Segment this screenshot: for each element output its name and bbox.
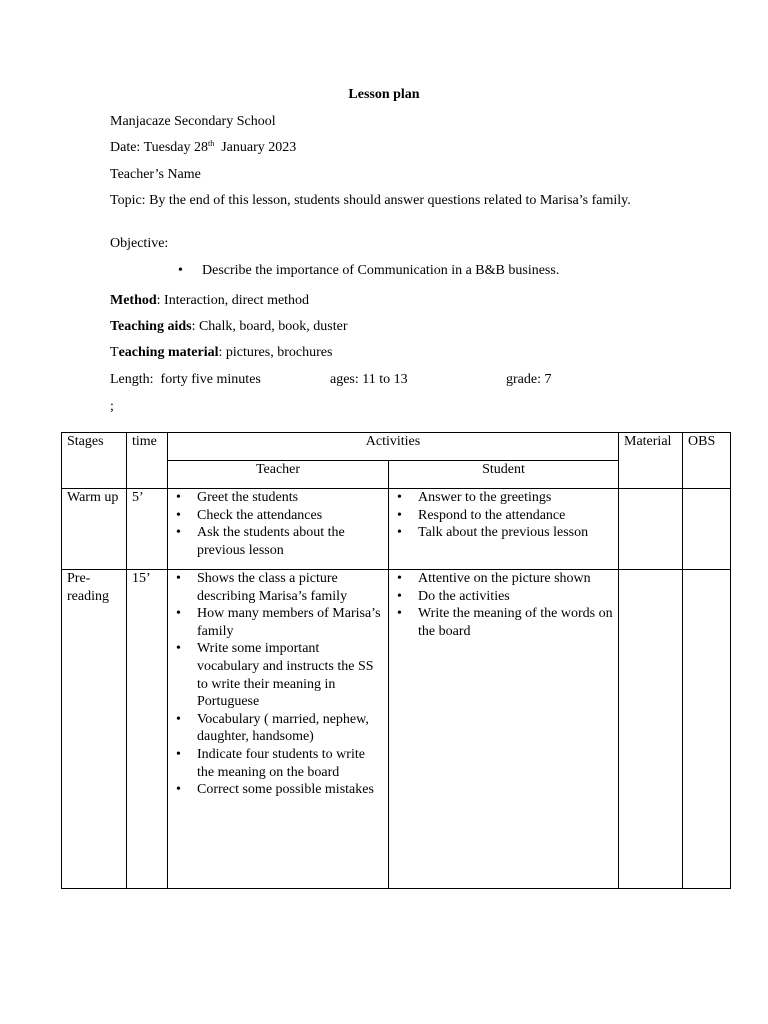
list-item: • Greet the students <box>173 489 383 507</box>
row-teacher-activities <box>168 489 389 570</box>
school-name: Manjacaze Secondary School <box>110 114 276 129</box>
list-item: • Answer to the greetings <box>394 489 613 507</box>
teacher-name: Teacher’s Name <box>110 167 201 182</box>
list-item: • Shows the class a picture describing Marisa’s family <box>173 570 383 605</box>
teacher-activity-list <box>173 489 383 559</box>
table-header-row <box>62 433 731 461</box>
length-text: Length: forty five minutes <box>110 372 261 387</box>
student-activity-list <box>394 570 613 640</box>
stray-semicolon: ; <box>110 399 114 414</box>
list-item: • Vocabulary ( married, nephew, daughter, handsome) <box>173 711 383 746</box>
teaching-aids-label: Teaching aids <box>110 319 192 334</box>
row-obs <box>683 489 731 570</box>
lesson-topic: Topic: By the end of this lesson, students should answer questions related to Marisa’s family. <box>110 193 631 208</box>
objective-text: Describe the importance of Communication in a B&B business. <box>202 263 560 278</box>
teaching-aids-value: : Chalk, board, book, duster <box>191 319 348 334</box>
page-title: Lesson plan <box>348 87 420 102</box>
row-teacher-activities <box>168 570 389 889</box>
method-value: : Interaction, direct method <box>156 293 310 308</box>
date-rest: January 2023 <box>214 140 297 155</box>
header-teacher: Teacher <box>168 461 389 489</box>
objective-item <box>178 262 559 279</box>
length-line <box>110 371 670 388</box>
header-student: Student <box>389 461 619 489</box>
row-time: 15’ <box>127 570 168 889</box>
row-time: 5’ <box>127 489 168 570</box>
list-item: • Attentive on the picture shown <box>394 570 613 588</box>
teaching-aids-line <box>110 318 348 335</box>
row-material <box>619 570 683 889</box>
teaching-material-value: : pictures, brochures <box>218 345 333 360</box>
table-row <box>62 570 731 889</box>
list-item: • Check the attendances <box>173 507 383 525</box>
row-student-activities <box>389 489 619 570</box>
list-item: • Write some important vocabulary and instructs the SS to write their meaning in Portuguese <box>173 640 383 710</box>
list-item: • Correct some possible mistakes <box>173 781 383 799</box>
row-material <box>619 489 683 570</box>
list-item: • How many members of Marisa’s family <box>173 605 383 640</box>
row-stage: Warm up <box>62 489 127 570</box>
row-student-activities <box>389 570 619 889</box>
list-item: • Do the activities <box>394 588 613 606</box>
header-stages: Stages <box>62 433 127 489</box>
list-item: • Respond to the attendance <box>394 507 613 525</box>
date-ordinal-suffix: th <box>208 139 215 148</box>
row-stage: Pre-reading <box>62 570 127 889</box>
table-row <box>62 489 731 570</box>
header-activities: Activities <box>168 433 619 461</box>
lesson-date <box>110 139 296 156</box>
bullet-icon: • <box>178 263 183 278</box>
list-item: • Ask the students about the previous lesson <box>173 524 383 559</box>
list-item: • Talk about the previous lesson <box>394 524 613 542</box>
list-item: • Write the meaning of the words on the board <box>394 605 613 640</box>
date-prefix: Date: Tuesday 28 <box>110 140 208 155</box>
method-line <box>110 292 309 309</box>
ages-text: ages: 11 to 13 <box>330 372 408 387</box>
header-time: time <box>127 433 168 489</box>
row-obs <box>683 570 731 889</box>
grade-text: grade: 7 <box>506 372 552 387</box>
teaching-material-first-letter: T <box>110 345 119 360</box>
method-label: Method <box>110 293 157 308</box>
teaching-material-line <box>110 344 332 361</box>
teacher-activity-list <box>173 570 383 799</box>
header-material: Material <box>619 433 683 489</box>
list-item: • Indicate four students to write the meaning on the board <box>173 746 383 781</box>
header-obs: OBS <box>683 433 731 489</box>
teaching-material-label: eaching material <box>118 345 219 360</box>
lesson-table <box>61 432 731 889</box>
objective-label: Objective: <box>110 236 169 251</box>
student-activity-list <box>394 489 613 542</box>
